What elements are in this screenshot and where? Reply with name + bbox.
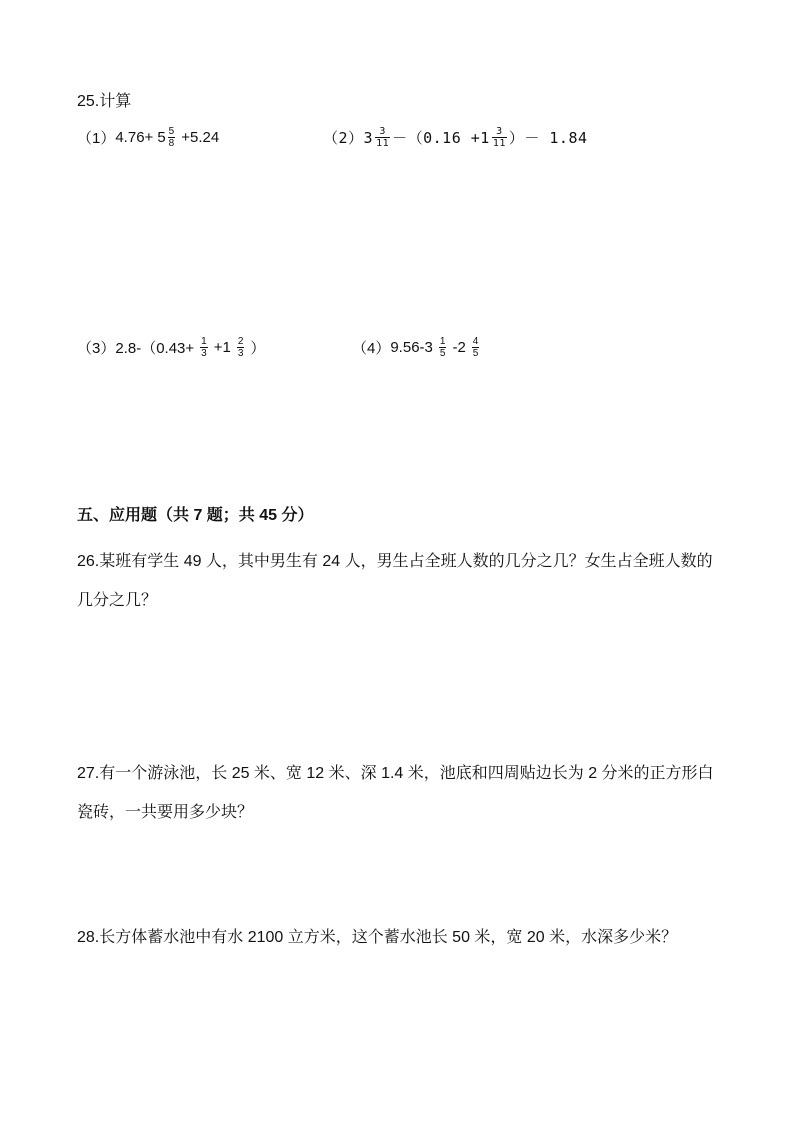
part3-term-a: 2.8-（0.43+ (115, 340, 195, 357)
fraction-numerator: 4 (472, 336, 479, 347)
part3-term-b: +1 (213, 339, 231, 356)
part1-fraction (168, 126, 176, 149)
part1-term-a: 4.76+ (115, 129, 154, 146)
part3-fraction2 (237, 336, 245, 359)
fraction-denominator: 3 (201, 348, 207, 359)
part1-term-b: +5.24 (181, 129, 220, 146)
part2-whole1: 3 (363, 128, 374, 147)
fraction-denominator: 3 (237, 348, 244, 359)
part2-label: （2） (323, 129, 364, 147)
part2-fraction1 (375, 126, 390, 149)
part4-term-b: -2 (452, 339, 466, 356)
part3-fraction1 (200, 336, 208, 359)
question-28: 28.长方体蓄水池中有水 2100 立方米，这个蓄水池长 50 米，宽 20 米，水深多少米？ (77, 929, 678, 946)
fraction-denominator: 11 (376, 138, 390, 149)
fraction-numerator: 2 (237, 336, 244, 347)
fraction-numerator: 1 (439, 336, 446, 347)
part3-label: （3） (77, 340, 116, 357)
fraction-denominator: 11 (492, 138, 506, 149)
fraction-numerator: 3 (496, 126, 503, 137)
part4-fraction1 (439, 336, 447, 359)
part4-fraction2 (472, 336, 480, 359)
part2-middle: －（0.16 + (392, 129, 481, 147)
fraction-denominator: 5 (439, 348, 446, 359)
q25-part2 (323, 126, 588, 149)
section-title: 五、应用题（共 7 题；共 45 分） (77, 507, 314, 524)
part2-fraction2 (492, 126, 507, 149)
fraction-numerator: 1 (201, 336, 207, 347)
question-26: 26.某班有学生 49 人，其中男生有 24 人，男生占全班人数的几分之几？女生占全班人数的几分之几？ (77, 553, 713, 609)
fraction-denominator: 8 (168, 138, 175, 149)
part4-label: （4） (352, 340, 391, 357)
part2-end: ）－ 1.84 (508, 129, 588, 147)
fraction-numerator: 3 (379, 126, 386, 137)
q25-part4 (352, 336, 481, 359)
part4-term-a: 9.56-3 (390, 339, 433, 356)
fraction-numerator: 5 (168, 126, 175, 137)
q25-title: 25.计算 (77, 93, 132, 110)
part1-label: （1） (77, 130, 116, 147)
q25-part1 (77, 126, 219, 149)
part2-whole2: 1 (480, 128, 490, 147)
part3-end: ） (250, 340, 266, 357)
q25-part3 (77, 336, 265, 359)
fraction-denominator: 5 (472, 348, 479, 359)
part1-whole: 5 (157, 129, 166, 146)
question-27: 27.有一个游泳池，长 25 米、宽 12 米、深 1.4 米，池底和四周贴边长为 2 分米的正方形白瓷砖，一共要用多少块？ (77, 765, 714, 821)
